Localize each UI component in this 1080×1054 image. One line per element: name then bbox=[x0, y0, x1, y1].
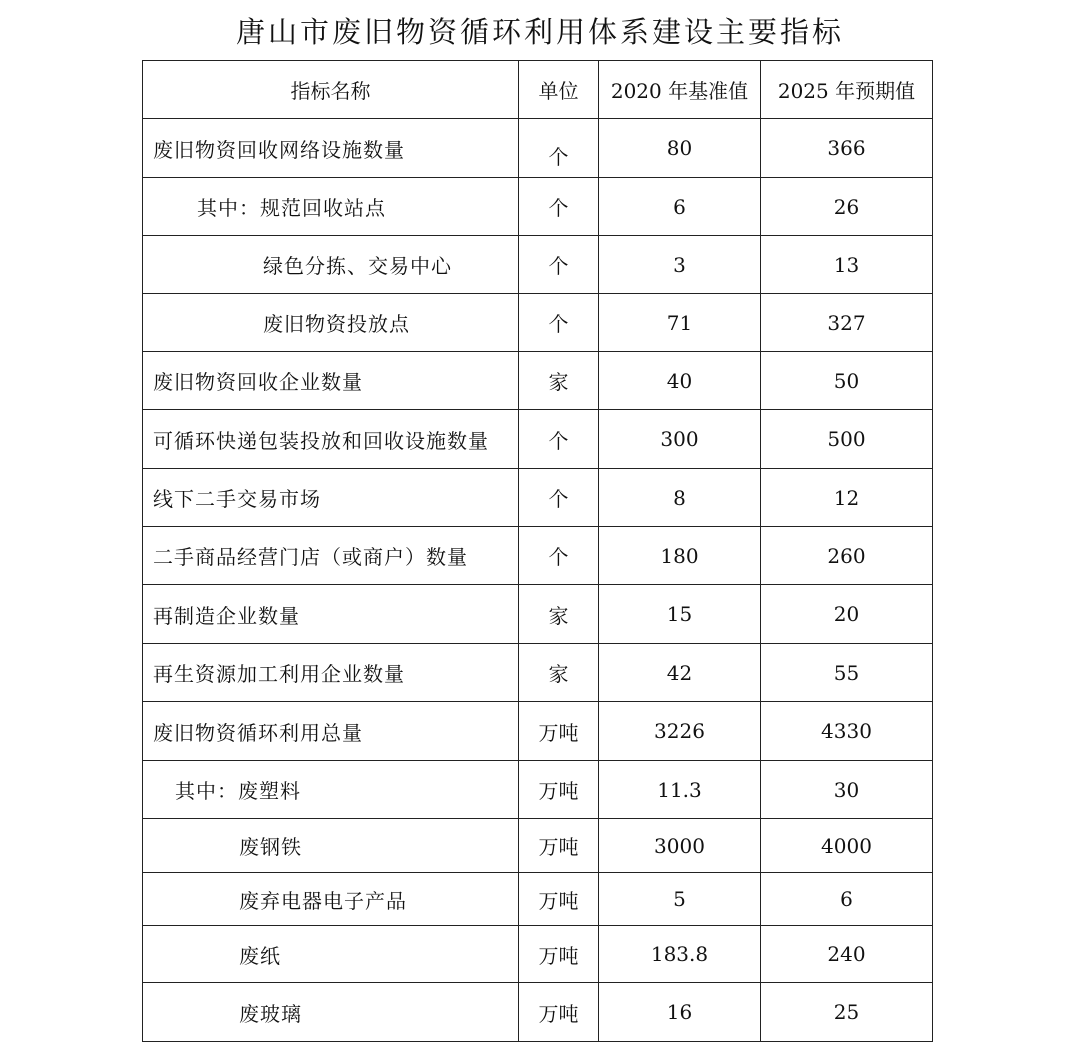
header-baseline-2020: 2020 年基准值 bbox=[599, 61, 761, 119]
expected-2025-cell: 4000 bbox=[761, 819, 933, 873]
unit-cell: 万吨 bbox=[519, 819, 599, 873]
expected-2025-cell: 240 bbox=[761, 926, 933, 983]
indicator-name-cell: 废旧物资回收企业数量 bbox=[143, 352, 519, 410]
baseline-2020-cell: 80 bbox=[599, 119, 761, 178]
indicator-name-cell: 再制造企业数量 bbox=[143, 585, 519, 644]
table-row bbox=[143, 873, 933, 926]
header-indicator-name: 指标名称 bbox=[143, 61, 519, 119]
expected-2025-cell: 25 bbox=[761, 983, 933, 1042]
indicator-name-cell: 废钢铁 bbox=[143, 819, 519, 873]
unit-cell: 万吨 bbox=[519, 873, 599, 926]
unit-cell: 个 bbox=[519, 294, 599, 352]
table-row bbox=[143, 352, 933, 410]
unit-cell: 万吨 bbox=[519, 926, 599, 983]
header-expected-2025: 2025 年预期值 bbox=[761, 61, 933, 119]
indicator-name-cell: 废旧物资投放点 bbox=[143, 294, 519, 352]
unit-cell: 个 bbox=[519, 178, 599, 236]
expected-2025-cell: 20 bbox=[761, 585, 933, 644]
table-row bbox=[143, 926, 933, 983]
table-row bbox=[143, 294, 933, 352]
table-row bbox=[143, 410, 933, 469]
indicator-table bbox=[142, 60, 933, 1042]
baseline-2020-cell: 15 bbox=[599, 585, 761, 644]
indicator-name-cell: 废旧物资循环利用总量 bbox=[143, 702, 519, 761]
baseline-2020-cell: 8 bbox=[599, 469, 761, 527]
baseline-2020-cell: 16 bbox=[599, 983, 761, 1042]
baseline-2020-cell: 71 bbox=[599, 294, 761, 352]
table-row bbox=[143, 469, 933, 527]
table-row bbox=[143, 527, 933, 585]
indicator-name-cell: 其中：废塑料 bbox=[143, 761, 519, 819]
unit-cell: 个 bbox=[519, 469, 599, 527]
expected-2025-cell: 26 bbox=[761, 178, 933, 236]
baseline-2020-cell: 300 bbox=[599, 410, 761, 469]
indicator-name-cell: 废弃电器电子产品 bbox=[143, 873, 519, 926]
expected-2025-cell: 366 bbox=[761, 119, 933, 178]
header-unit: 单位 bbox=[519, 61, 599, 119]
baseline-2020-cell: 11.3 bbox=[599, 761, 761, 819]
table-row bbox=[143, 819, 933, 873]
indicator-name-cell: 废玻璃 bbox=[143, 983, 519, 1042]
expected-2025-cell: 500 bbox=[761, 410, 933, 469]
baseline-2020-cell: 3000 bbox=[599, 819, 761, 873]
baseline-2020-cell: 180 bbox=[599, 527, 761, 585]
table-row bbox=[143, 983, 933, 1042]
expected-2025-cell: 50 bbox=[761, 352, 933, 410]
table-row bbox=[143, 761, 933, 819]
expected-2025-cell: 6 bbox=[761, 873, 933, 926]
indicator-name-cell: 二手商品经营门店（或商户）数量 bbox=[143, 527, 519, 585]
unit-cell: 个 bbox=[519, 410, 599, 469]
indicator-name-cell: 其中：规范回收站点 bbox=[143, 178, 519, 236]
unit-cell: 家 bbox=[519, 644, 599, 702]
indicator-name-cell: 线下二手交易市场 bbox=[143, 469, 519, 527]
expected-2025-cell: 12 bbox=[761, 469, 933, 527]
expected-2025-cell: 4330 bbox=[761, 702, 933, 761]
expected-2025-cell: 327 bbox=[761, 294, 933, 352]
baseline-2020-cell: 6 bbox=[599, 178, 761, 236]
unit-cell: 家 bbox=[519, 585, 599, 644]
page-title: 唐山市废旧物资循环利用体系建设主要指标 bbox=[235, 15, 844, 49]
table-row bbox=[143, 585, 933, 644]
baseline-2020-cell: 183.8 bbox=[599, 926, 761, 983]
unit-cell: 家 bbox=[519, 352, 599, 410]
table-row bbox=[143, 644, 933, 702]
expected-2025-cell: 260 bbox=[761, 527, 933, 585]
unit-cell: 个 bbox=[519, 119, 599, 178]
indicator-name-cell: 可循环快递包装投放和回收设施数量 bbox=[143, 410, 519, 469]
baseline-2020-cell: 42 bbox=[599, 644, 761, 702]
unit-cell: 万吨 bbox=[519, 702, 599, 761]
baseline-2020-cell: 5 bbox=[599, 873, 761, 926]
unit-cell: 个 bbox=[519, 527, 599, 585]
table-row bbox=[143, 178, 933, 236]
table-row bbox=[143, 119, 933, 178]
table-header-row bbox=[143, 61, 933, 119]
indicator-name-cell: 废旧物资回收网络设施数量 bbox=[143, 119, 519, 178]
unit-cell: 万吨 bbox=[519, 761, 599, 819]
indicator-name-cell: 绿色分拣、交易中心 bbox=[143, 236, 519, 294]
indicator-name-cell: 废纸 bbox=[143, 926, 519, 983]
baseline-2020-cell: 3226 bbox=[599, 702, 761, 761]
expected-2025-cell: 13 bbox=[761, 236, 933, 294]
baseline-2020-cell: 3 bbox=[599, 236, 761, 294]
table-row bbox=[143, 236, 933, 294]
unit-cell: 个 bbox=[519, 236, 599, 294]
table-row bbox=[143, 702, 933, 761]
indicator-name-cell: 再生资源加工利用企业数量 bbox=[143, 644, 519, 702]
expected-2025-cell: 55 bbox=[761, 644, 933, 702]
baseline-2020-cell: 40 bbox=[599, 352, 761, 410]
unit-cell: 万吨 bbox=[519, 983, 599, 1042]
expected-2025-cell: 30 bbox=[761, 761, 933, 819]
